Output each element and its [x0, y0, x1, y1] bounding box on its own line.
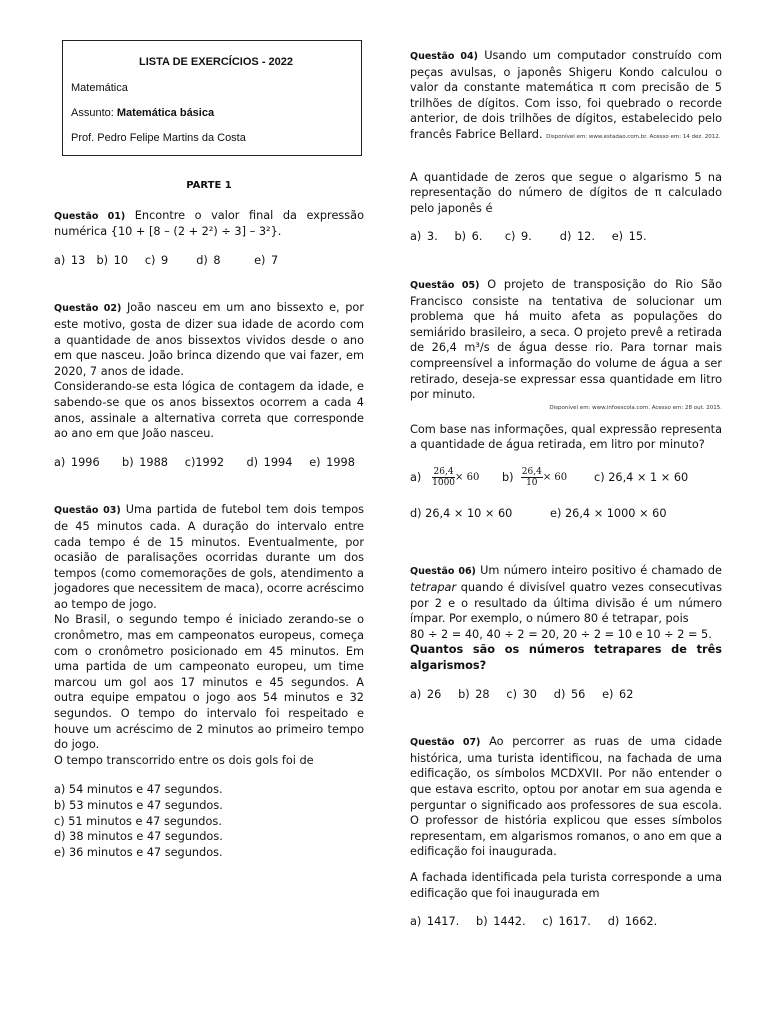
option: a) 1417.: [410, 915, 460, 929]
question-prompt: A fachada identificada pela turista corresponde a uma edificação que foi inaugurada em: [410, 870, 722, 900]
option: d) 38 minutos e 47 segundos.: [54, 830, 223, 844]
subject: Matemática: [71, 82, 128, 94]
question-text: Ao percorrer as ruas de uma cidade histórica, uma turista identificou, na fachada de uma edificação, os símbolos MCDXVII. Por não entender o que estava escrito, optou por anotar em sua agenda e perguntar o significado aos professores de sua escola. O professor de história explicou que esses símbolos representam, em algarismos romanos, o ano em que a edificação foi inaugurada.: [410, 735, 722, 859]
fraction: $\frac{26,4}{1000}$: [432, 466, 456, 488]
option: c) 9: [144, 253, 169, 267]
question-label: Questão 03): [54, 505, 121, 517]
option: e) 36 minutos e 47 segundos.: [54, 845, 223, 859]
question-text: João nasceu em um ano bissexto e, por este motivo, gosta de dizer sua idade de acordo com a quantidade de anos bissextos vividos desde o ano em que nasceu. João brinca dizendo que vai fazer, em 2020, 7 anos de idade.: [54, 301, 364, 378]
question-text: Uma partida de futebol tem dois tempos de 45 minutos cada. A duração do intervalo entre cada tempo é de 15 minutos. Eventualmente, por ocasião de paralisações ocorridas durante um dos tempos (como comemorações de gols, atendimento a jogadores que necessitem de maca), ocorre acréscimo ao tempo de jogo.: [54, 503, 364, 611]
source-citation: Disponível em: www.estadao.com.br. Acesso em: 14 dez. 2012.: [546, 133, 721, 140]
options-grid: [410, 467, 722, 522]
italic-term: tetrapar: [410, 581, 457, 595]
option: a) 54 minutos e 47 segundos.: [54, 783, 223, 797]
source-citation: Disponível em: www.infoescola.com. Acesso em: 28 out. 2015.: [549, 404, 722, 411]
question-text: Considerando-se esta lógica de contagem da idade, e sabendo-se que os anos bissextos ocorrem a cada 4 anos, assinale a alternativa correta que corresponde ao ano em que João nasceu.: [54, 380, 364, 441]
options-list: [54, 782, 364, 860]
option: b) 1442.: [476, 915, 526, 929]
options-row: [54, 253, 364, 269]
fraction: $\frac{26,4}{10}$: [521, 466, 542, 488]
question-text: Encontre o valor final da expressão numérica {10 + [8 – (2 + 2²) ÷ 3] – 3²}.: [54, 208, 365, 239]
part-heading: PARTE 1: [186, 180, 232, 191]
teacher: Prof. Pedro Felipe Martins da Costa: [71, 132, 246, 144]
question-label: Questão 07): [410, 737, 481, 749]
question-07: [410, 734, 722, 930]
question-label: Questão 04): [410, 51, 478, 62]
option: c)1992: [184, 455, 225, 469]
option-b: b) $\frac{26,4}{10}$ × 60: [502, 466, 568, 488]
options-row: [410, 914, 722, 930]
option: a) 3.: [410, 230, 438, 244]
option: d) 1994: [246, 455, 293, 469]
question-prompt: Quantos são os números tetrapares de três algarismos?: [410, 643, 722, 673]
question-06: Questão 06) Um número inteiro positivo é chamado de tetrapar quando é divisível quatro vezes consecutivas por 2 e o resultado da última divisão é um número ímpar. Por exemplo, o número 80 é tetrapar, pois 80 ÷ 2 = 40, 40 ÷ 2 = 20, 20 ÷ 2 = 10 e 10 ÷ 2 = 5. Quantos são os números tetrapares de três algarismos? a) 26 b) 28 c) 30 d) 56 e) 62: [410, 564, 722, 701]
option: d) 12.: [559, 230, 595, 244]
option: a) 1996: [54, 455, 100, 469]
option-c: c) 26,4 × 1 × 60: [594, 470, 689, 484]
header-box: [62, 40, 362, 156]
question-text: O tempo transcorrido entre os dois gols foi de: [54, 753, 314, 767]
option: c) 9.: [504, 230, 532, 244]
question-prompt: A quantidade de zeros que segue o algarismo 5 na representação do número de dígitos de π calculado pelo japonês é: [410, 170, 722, 215]
question-text: O projeto de transposição do Rio São Francisco consiste na tentativa de solucionar um problema que há muito afeta as populações do semiárido brasileiro, a seca. O projeto prevê a retirada de 26,4 m³/s de água desse rio. Para tornar mais compreensível a informação do volume de água a ser retirado, deseja-se expressar essa quantidade em litro por minuto.: [410, 277, 722, 402]
options-row: [54, 455, 364, 471]
option: b) 10: [96, 253, 129, 267]
option: c) 30: [506, 687, 537, 701]
option: b) 53 minutos e 47 segundos.: [54, 799, 223, 812]
question-label: Questão 02): [54, 303, 122, 315]
option: a) 13: [54, 253, 86, 267]
right-column: [410, 48, 722, 930]
topic: Assunto: Matemática básica: [71, 107, 215, 119]
question-03: [54, 502, 364, 860]
option: b) 28: [458, 687, 490, 701]
question-label: Questão 06): [410, 566, 476, 578]
question-02: [54, 300, 364, 470]
question-01: [54, 208, 364, 269]
option-d: d) 26,4 × 10 × 60: [410, 506, 513, 520]
option-e: e) 26,4 × 1000 × 60: [550, 506, 667, 520]
option: d) 8: [196, 253, 221, 267]
question-label: Questão 01): [54, 210, 126, 222]
question-text: No Brasil, o segundo tempo é iniciado zerando-se o cronômetro, mas em campeonatos europeus, começa com o cronômetro posicionado em 45 minutos. Em uma partida de um campeonato europeu, um time marcou um gol aos 17 minutos e 45 segundos. A outra equipe empatou o jogo aos 54 minutos e 32 segundos. O tempo do intervalo foi respeitado e houve um acréscimo de 2 minutos ao primeiro tempo do jogo.: [54, 613, 364, 752]
option: d) 56: [553, 687, 586, 701]
option: c) 1617.: [542, 915, 591, 929]
options-row: [410, 687, 722, 703]
option: b) 6.: [454, 230, 483, 244]
option: e) 62: [602, 687, 634, 701]
option: e) 1998: [309, 455, 355, 469]
option: c) 51 minutos e 47 segundos.: [54, 814, 222, 828]
left-column: [54, 40, 364, 860]
option: e) 15.: [611, 230, 647, 244]
option: e) 7: [254, 253, 279, 267]
option-a: a) $\frac{26,4}{1000}$ × 60: [410, 466, 480, 488]
question-04: [410, 48, 722, 245]
question-prompt: Com base nas informações, qual expressão representa a quantidade de água retirada, em litro por minuto?: [410, 422, 722, 452]
document-title: LISTA DE EXERCÍCIOS - 2022: [138, 56, 294, 68]
calculation: 80 ÷ 2 = 40, 40 ÷ 2 = 20, 20 ÷ 2 = 10 e 10 ÷ 2 = 5.: [410, 627, 712, 641]
option: b) 1988: [122, 455, 168, 469]
question-05: [410, 277, 722, 522]
option: a) 26: [410, 687, 442, 701]
question-text: Usando um computador construído com peças avulsas, o japonês Shigeru Kondo calculou o valor da constante matemática π com precisão de 5 trilhões de dígitos. Com isso, foi quebrado o recorde anterior, de dois trilhões de dígitos, estabelecido pelo francês Fabrice Bellard.: [410, 49, 722, 141]
question-label: Questão 05): [410, 279, 480, 291]
options-row: [410, 229, 722, 245]
option: d) 1662.: [607, 915, 658, 929]
